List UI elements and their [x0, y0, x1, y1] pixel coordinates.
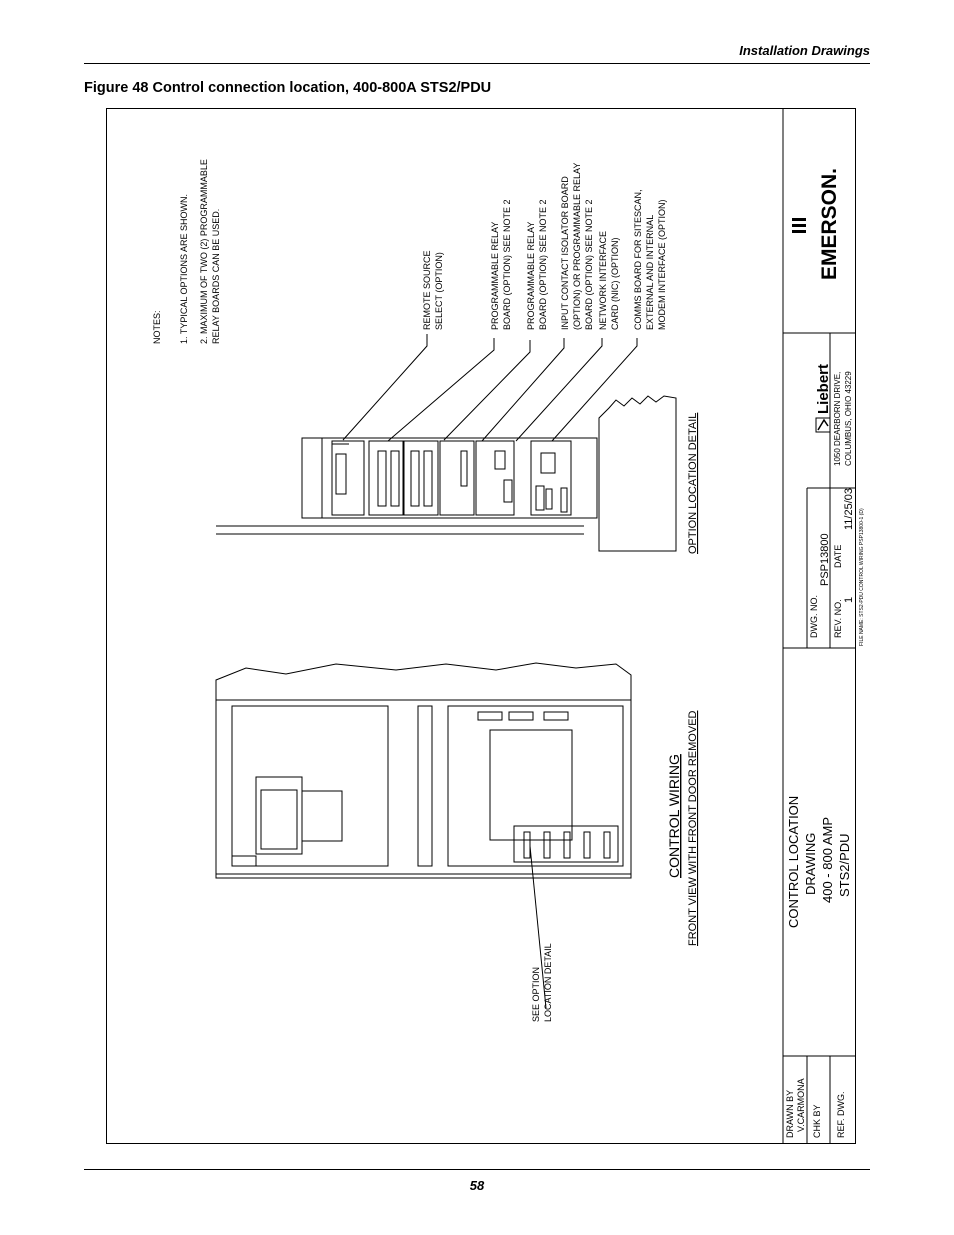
note-1: 1. TYPICAL OPTIONS ARE SHOWN. — [179, 193, 189, 344]
drawn-by-value: V.CARMONA — [796, 1078, 806, 1132]
callout-isolator-line-2: (OPTION) OR PROGRAMMABLE RELAY — [572, 162, 582, 330]
drawn-by-label: DRAWN BY — [785, 1089, 795, 1138]
note-2-line-1: 2. MAXIMUM OF TWO (2) PROGRAMMABLE — [199, 159, 209, 344]
chk-by-label: CHK BY — [812, 1104, 822, 1138]
liebert-address-line-2: COLUMBUS, OHIO 43229 — [844, 371, 853, 466]
notes-heading: NOTES: — [152, 310, 162, 344]
emerson-wordmark: EMERSON. — [818, 167, 841, 280]
liebert-logo-icon — [816, 418, 830, 432]
control-wiring-title: CONTROL WIRING — [666, 754, 682, 878]
installation-drawing — [106, 108, 865, 1144]
liebert-wordmark: Liebert — [815, 363, 832, 414]
callout-relay-a-line-1: PROGRAMMABLE RELAY — [490, 221, 500, 330]
callout-remote-source-line-2: SELECT (OPTION) — [434, 252, 444, 330]
dwg-no-value: PSP13800 — [819, 533, 831, 586]
option-callout-leaders — [343, 334, 637, 441]
control-wiring-front-view — [216, 663, 631, 878]
callout-isolator-line-1: INPUT CONTACT ISOLATOR BOARD — [560, 176, 570, 330]
callout-relay-b-line-1: PROGRAMMABLE RELAY — [526, 221, 536, 330]
figure-caption: Figure 48 Control connection location, 400-800A STS2/PDU — [84, 80, 492, 96]
callout-nic-line-1: NETWORK INTERFACE — [598, 230, 608, 330]
callout-comms-line-2: EXTERNAL AND INTERNAL — [645, 214, 655, 330]
file-name: FILE NAME: STS2-PDU CONTROL WIRING PSP13800-1 (D) — [859, 508, 865, 646]
front-view-subtitle: FRONT VIEW WITH FRONT DOOR REMOVED — [687, 710, 699, 946]
header-section-title: Installation Drawings — [739, 43, 870, 58]
callout-see-option-line-2: LOCATION DETAIL — [543, 943, 553, 1022]
option-location-detail-view — [216, 396, 676, 551]
emerson-logo-icon — [792, 218, 806, 233]
date-value: 11/25/03 — [843, 487, 855, 530]
drawing-title-line-1: CONTROL LOCATION — [786, 795, 801, 928]
ref-dwg-label: REF. DWG. — [836, 1091, 846, 1138]
note-2-line-2: RELAY BOARDS CAN BE USED. — [211, 208, 221, 344]
drawing-title-line-2: DRAWING — [803, 832, 818, 895]
callout-nic-line-2: CARD (NIC) (OPTION) — [610, 237, 620, 330]
liebert-address-line-1: 1050 DEARBORN DRIVE, — [833, 371, 842, 466]
header-rule — [84, 63, 870, 64]
option-location-detail-title: OPTION LOCATION DETAIL — [687, 412, 699, 554]
callout-comms-line-3: MODEM INTERFACE (OPTION) — [657, 199, 667, 330]
dwg-no-label: DWG. NO. — [809, 595, 819, 638]
callout-remote-source-line-1: REMOTE SOURCE — [422, 250, 432, 330]
callout-relay-a-line-2: BOARD (OPTION) SEE NOTE 2 — [502, 199, 512, 330]
drawing-title-line-3: 400 - 800 AMP — [820, 817, 835, 903]
callout-comms-line-1: COMMS BOARD FOR SITESCAN, — [633, 189, 643, 330]
footer-rule — [84, 1169, 870, 1170]
rev-no-label: REV. NO. — [833, 599, 843, 638]
callout-isolator-line-3: BOARD (OPTION) SEE NOTE 2 — [584, 199, 594, 330]
callout-see-option-line-1: SEE OPTION — [531, 966, 541, 1022]
rev-no-value: 1 — [843, 596, 855, 603]
date-label: DATE — [833, 544, 843, 568]
drawing-title-line-4: STS2/PDU — [837, 833, 852, 897]
callout-relay-b-line-2: BOARD (OPTION) SEE NOTE 2 — [538, 199, 548, 330]
page-number: 58 — [469, 1178, 485, 1193]
